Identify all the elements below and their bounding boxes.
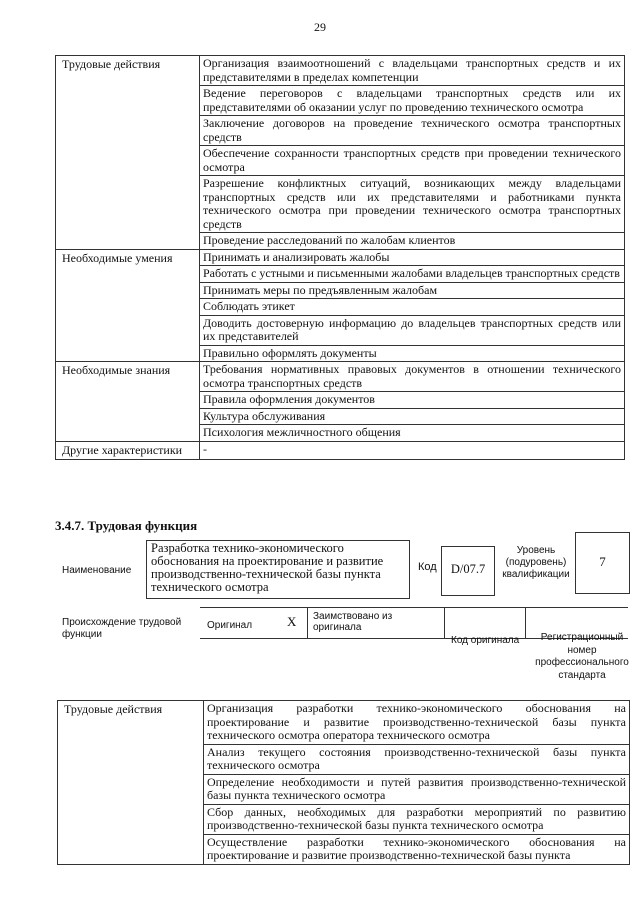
code-label: Код bbox=[418, 561, 437, 573]
row-category-label: Другие характеристики bbox=[56, 441, 200, 460]
origin-mark: X bbox=[287, 614, 297, 629]
labor-functions-table-2 bbox=[57, 700, 630, 865]
row-item-text: Правильно оформлять документы bbox=[200, 345, 625, 362]
row-item-text: Разрешение конфликтных ситуаций, возникающих между владельцами транспортных средств или их представителями и работниками пункта технического осмотра при проведении технического осмотра транспортных средств bbox=[200, 176, 625, 233]
page-number: 29 bbox=[314, 20, 326, 34]
original-code-label: Код оригинала bbox=[451, 635, 520, 646]
row-item-text: Соблюдать этикет bbox=[200, 299, 625, 316]
row-item-text: Требования нормативных правовых документов в отношении технического осмотра транспортных средств bbox=[200, 362, 625, 392]
name-label: Наименование bbox=[62, 565, 132, 576]
origin-divider bbox=[444, 608, 445, 638]
row-item-text: - bbox=[200, 441, 625, 460]
borrowed-label: Заимствовано из оригинала bbox=[313, 611, 393, 633]
row-item-text: Психология межличностного общения bbox=[200, 425, 625, 442]
row-item-text: Организация взаимоотношений с владельцами транспортных средств и их представителями в пределах компетенции bbox=[200, 56, 625, 86]
code-field: D/07.7 bbox=[441, 546, 495, 596]
function-name-field: Разработка технико-экономического обоснования на проектирование и развитие производственно-технической базы пункта технического осмотра bbox=[146, 540, 410, 599]
table-row bbox=[56, 362, 625, 392]
row-item-text: Осуществление разработки технико-экономического обоснования на проектирование и развитие производственно-технической базы пункта bbox=[204, 834, 630, 864]
origin-value: Оригинал bbox=[207, 620, 253, 631]
row-item-text: Проведение расследований по жалобам клиентов bbox=[200, 233, 625, 250]
row-item-text: Культура обслуживания bbox=[200, 408, 625, 425]
table-body bbox=[58, 701, 630, 865]
origin-divider bbox=[525, 608, 526, 638]
origin-label: Происхождение трудовой функции bbox=[62, 617, 182, 640]
row-category-label: Необходимые умения bbox=[56, 249, 200, 362]
row-item-text: Обеспечение сохранности транспортных средств при проведении технического осмотра bbox=[200, 146, 625, 176]
row-item-text: Принимать и анализировать жалобы bbox=[200, 249, 625, 266]
row-item-text: Правила оформления документов bbox=[200, 392, 625, 409]
row-item-text: Работать с устными и письменными жалобами владельцев транспортных средств bbox=[200, 266, 625, 283]
row-item-text: Ведение переговоров с владельцами транспортных средств или их представителями об оказании услуг по проведению технического осмотра bbox=[200, 86, 625, 116]
row-item-text: Определение необходимости и путей развития производственно-технической базы пункта технического осмотра bbox=[204, 774, 630, 804]
row-item-text: Доводить достоверную информацию до владельцев транспортных средств или их представителей bbox=[200, 315, 625, 345]
origin-divider bbox=[307, 608, 308, 638]
row-item-text: Заключение договоров на проведение технического осмотра транспортных средств bbox=[200, 116, 625, 146]
table-row bbox=[56, 441, 625, 460]
row-category-label: Трудовые действия bbox=[58, 701, 204, 865]
row-item-text: Сбор данных, необходимых для разработки мероприятий по развитию производственно-технической базы пункта технического осмотра bbox=[204, 804, 630, 834]
section-title: 3.4.7. Трудовая функция bbox=[55, 518, 198, 533]
qualification-level-label: Уровень (подуровень) квалификации bbox=[502, 545, 570, 580]
row-category-label: Необходимые знания bbox=[56, 362, 200, 442]
registration-number-label: Регистрационный номер профессионального стандарта bbox=[535, 632, 629, 681]
row-category-label: Трудовые действия bbox=[56, 56, 200, 250]
qualification-level-field: 7 bbox=[575, 532, 630, 594]
row-item-text: Принимать меры по предъявленным жалобам bbox=[200, 282, 625, 299]
table-body bbox=[56, 56, 625, 460]
table-row bbox=[56, 56, 625, 86]
row-item-text: Организация разработки технико-экономического обоснования на проектирование и развитие производственно-технической базы пункта технического осмотра оператора технического осмотра bbox=[204, 701, 630, 745]
row-item-text: Анализ текущего состояния производственно-технической базы пункта технического осмотра bbox=[204, 744, 630, 774]
table-row bbox=[58, 701, 630, 745]
table-row bbox=[56, 249, 625, 266]
labor-functions-table-1 bbox=[55, 55, 625, 460]
